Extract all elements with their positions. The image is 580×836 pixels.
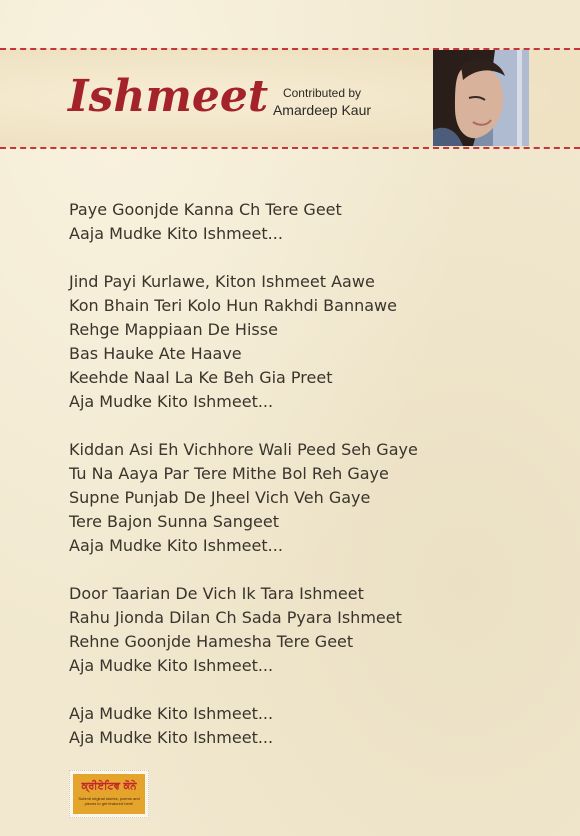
poem-line: Paye Goonjde Kanna Ch Tere Geet <box>69 200 342 219</box>
bottom-dashed-divider <box>0 147 580 149</box>
poem-line: Rahu Jionda Dilan Ch Sada Pyara Ishmeet <box>69 608 402 627</box>
stamp-face <box>73 774 145 814</box>
poem-line: Door Taarian De Vich Ik Tara Ishmeet <box>69 584 364 603</box>
poem-line: Supne Punjab De Jheel Vich Veh Gaye <box>69 488 371 507</box>
poem-line: Kiddan Asi Eh Vichhore Wali Peed Seh Gaye <box>69 440 418 459</box>
poem-line: Aja Mudke Kito Ishmeet... <box>69 728 274 747</box>
creative-corner-stamp <box>69 770 149 818</box>
stamp-title: ਕ੍ਰੀਏਟਿਵ ਕੋਨੇ <box>81 781 137 792</box>
poem-line: Tere Bajon Sunna Sangeet <box>69 512 279 531</box>
poem-line: Rehne Goonjde Hamesha Tere Geet <box>69 632 354 651</box>
poem-stanza <box>69 438 549 558</box>
poem-stanza <box>69 198 549 246</box>
contributed-by-label: Contributed by <box>282 86 362 100</box>
stamp-subtitle: Submit original stories, poems and pieces to get featured here! <box>78 796 140 806</box>
poem-line: Jind Payi Kurlawe, Kiton Ishmeet Aawe <box>69 272 375 291</box>
contributor-block <box>262 86 382 119</box>
poem-stanza <box>69 582 549 678</box>
contributor-name: Amardeep Kaur <box>272 102 372 118</box>
poem-body <box>69 198 549 774</box>
poem-line: Tu Na Aaya Par Tere Mithe Bol Reh Gaye <box>69 464 389 483</box>
poem-line: Aja Mudke Kito Ishmeet... <box>69 656 274 675</box>
poem-line: Aaja Mudke Kito Ishmeet... <box>69 536 283 555</box>
poem-line: Keehde Naal La Ke Beh Gia Preet <box>69 368 333 387</box>
contributor-photo <box>433 50 529 146</box>
poem-stanza <box>69 270 549 414</box>
page-title: Ishmeet <box>68 71 269 122</box>
poem-line: Bas Hauke Ate Haave <box>69 344 242 363</box>
poem-line: Rehge Mappiaan De Hisse <box>69 320 278 339</box>
poem-line: Kon Bhain Teri Kolo Hun Rakhdi Bannawe <box>69 296 397 315</box>
poem-stanza <box>69 702 549 750</box>
poem-line: Aja Mudke Kito Ishmeet... <box>69 392 274 411</box>
poem-line: Aaja Mudke Kito Ishmeet... <box>69 224 283 243</box>
poem-line: Aja Mudke Kito Ishmeet... <box>69 704 274 723</box>
